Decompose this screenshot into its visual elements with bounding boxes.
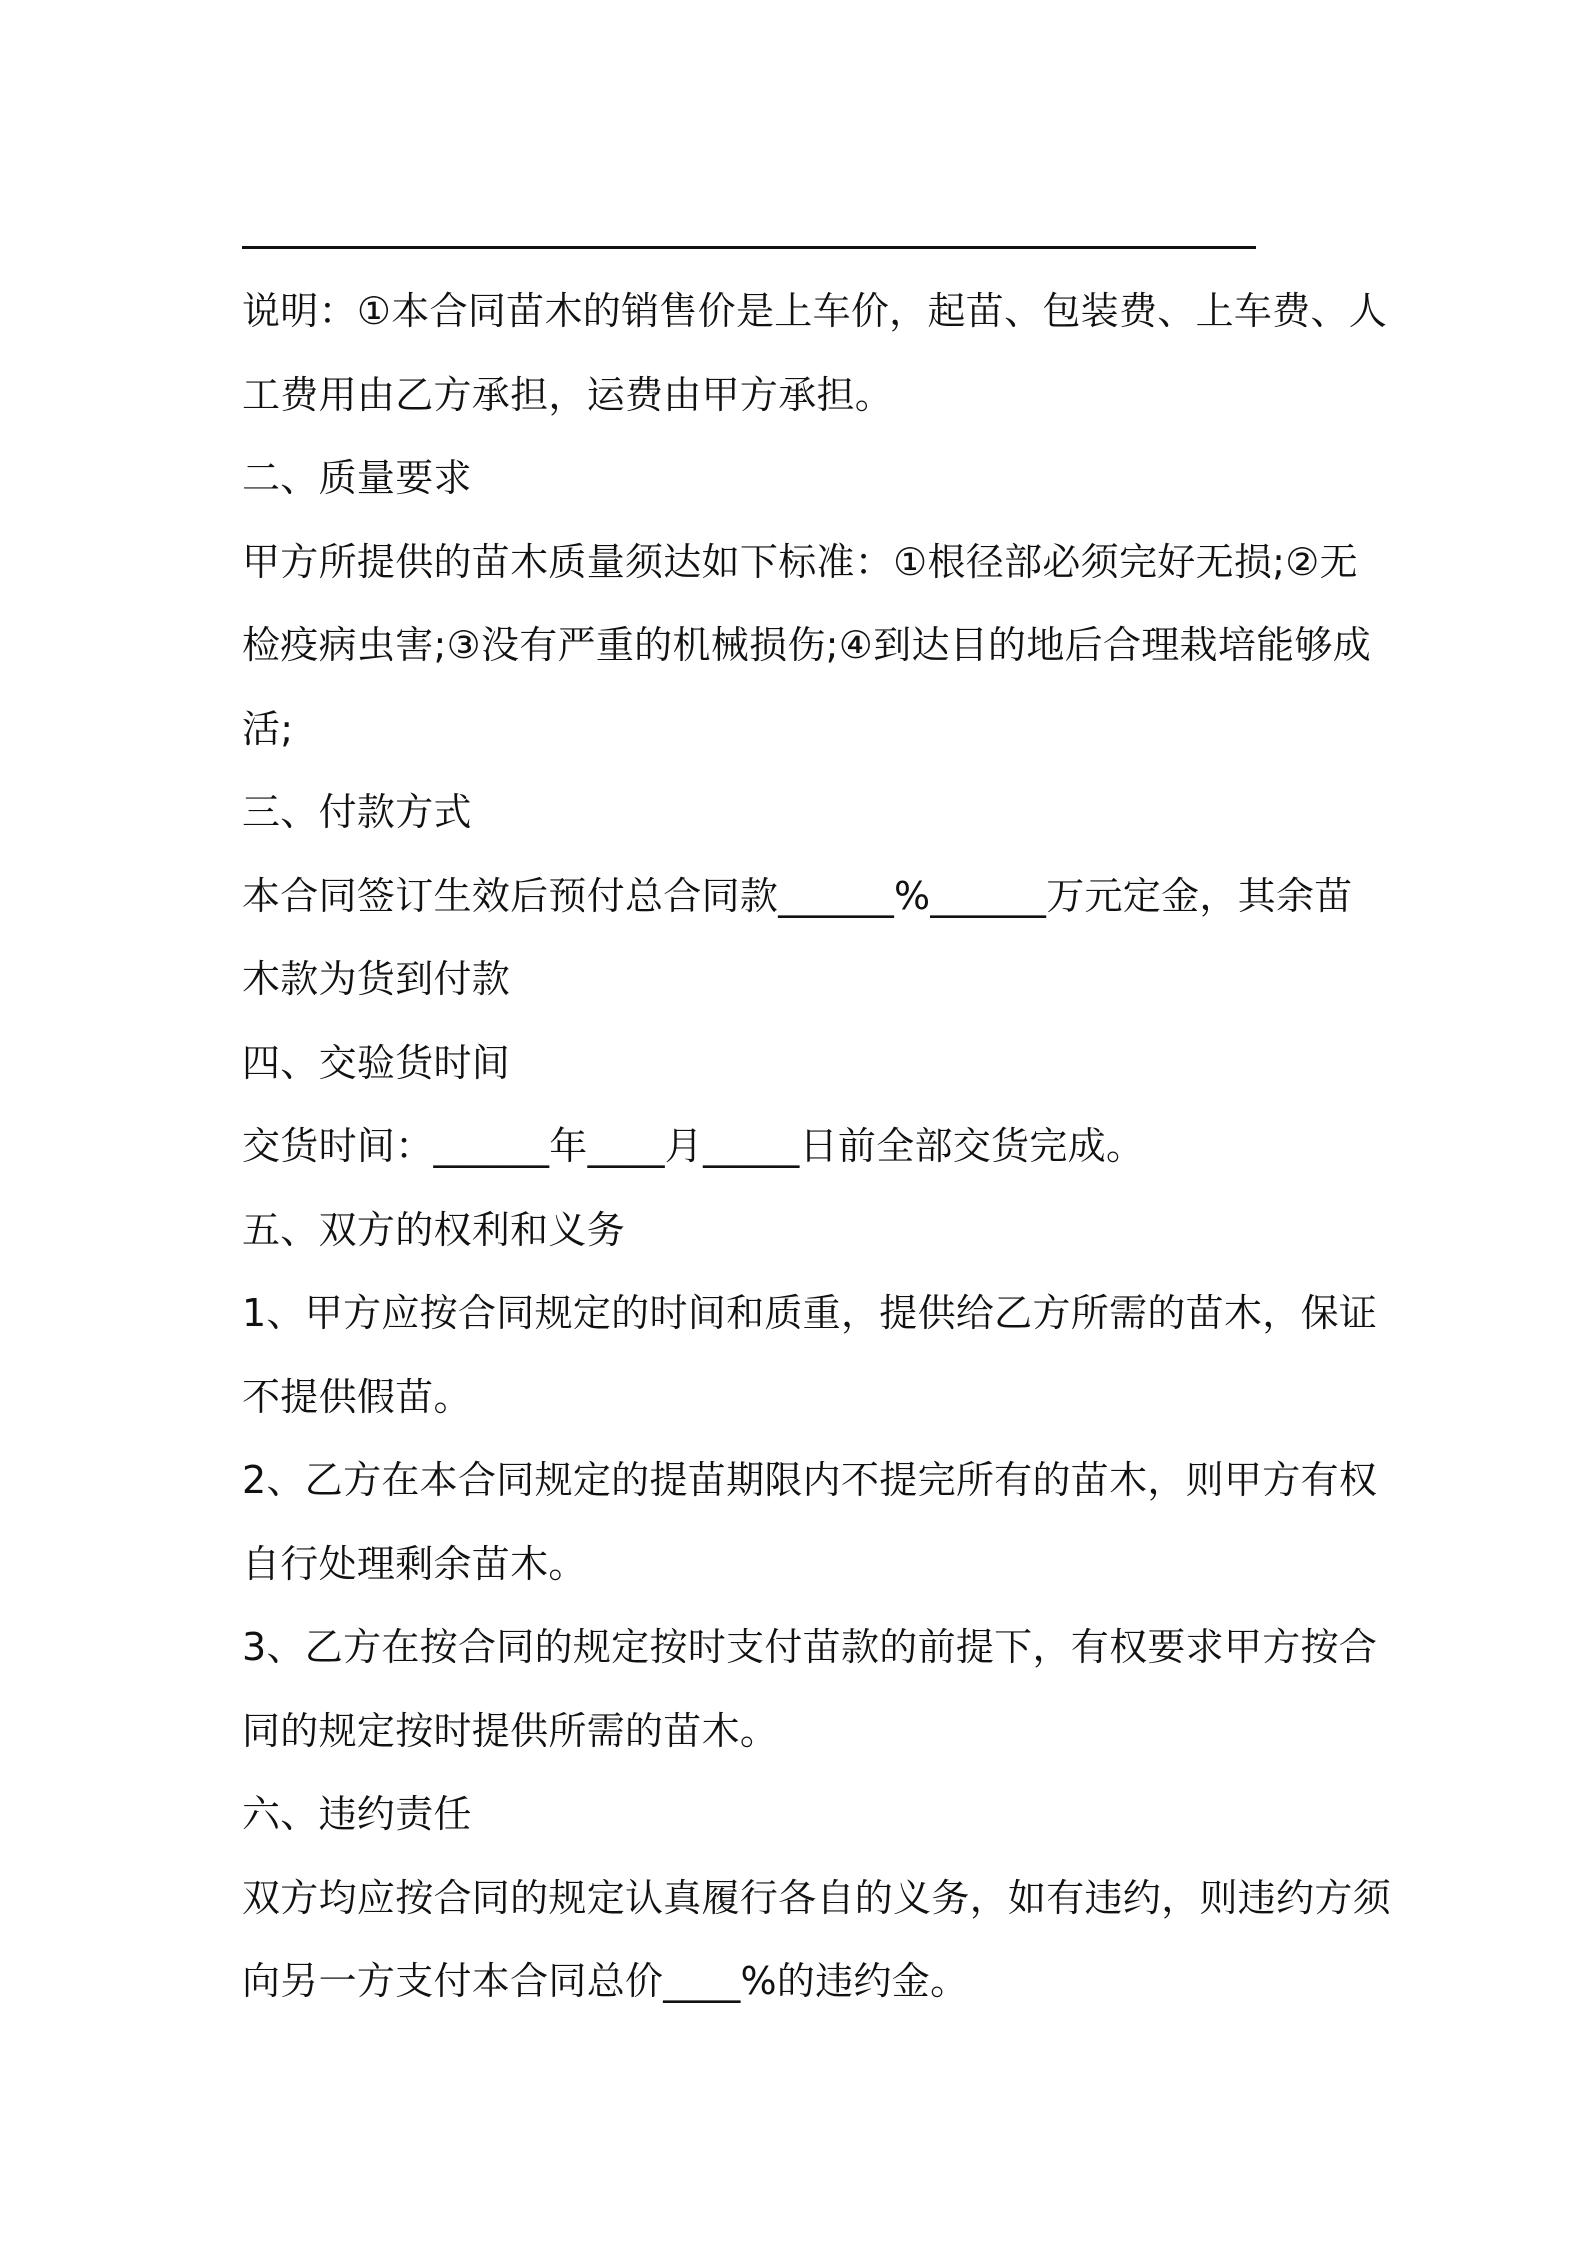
rights-item-1-line-1: 1、甲方应按合同规定的时间和质重，提供给乙方所需的苗木，保证 [242, 1291, 1378, 1335]
rights-item-1-line-2: 不提供假苗。 [242, 1374, 472, 1419]
section-heading-delivery: 四、交验货时间 [242, 1040, 511, 1085]
payment-line-2: 木款为货到付款 [242, 957, 511, 1001]
rights-item-3-line-1: 3、乙方在按合同的规定按时支付苗款的前提下，有权要求甲方按合 [242, 1625, 1378, 1669]
section-heading-rights: 五、双方的权利和义务 [242, 1207, 626, 1252]
payment-line-1: 本合同签订生效后预付总合同款______%______万元定金，其余苗 [242, 873, 1353, 918]
liability-line-2: 向另一方支付本合同总价____%的违约金。 [242, 1959, 969, 2003]
delivery-line-1: 交货时间：______年____月_____日前全部交货完成。 [242, 1124, 1145, 1168]
top-divider-line [242, 246, 1256, 249]
section-heading-quality: 二、质量要求 [242, 456, 472, 500]
section-heading-payment: 三、付款方式 [242, 790, 472, 834]
rights-item-2-line-1: 2、乙方在本合同规定的提苗期限内不提完所有的苗木，则甲方有权 [242, 1458, 1378, 1502]
quality-line-2: 检疫病虫害;③没有严重的机械损伤;④到达目的地后合理栽培能够成 [242, 623, 1372, 667]
quality-line-1: 甲方所提供的苗木质量须达如下标准：①根径部必须完好无损;②无 [242, 539, 1358, 584]
note-line-2: 工费用由乙方承担，运费由甲方承担。 [242, 372, 894, 417]
rights-item-3-line-2: 同的规定按时提供所需的苗木。 [242, 1708, 779, 1753]
quality-line-3: 活; [242, 706, 294, 751]
note-line-1: 说明：①本合同苗木的销售价是上车价，起苗、包装费、上车费、人 [242, 289, 1388, 333]
rights-item-2-line-2: 自行处理剩余苗木。 [242, 1541, 587, 1586]
section-heading-liability: 六、违约责任 [242, 1792, 472, 1836]
liability-line-1: 双方均应按合同的规定认真履行各自的义务，如有违约，则违约方须 [242, 1875, 1392, 1920]
document-body [242, 270, 1392, 2024]
